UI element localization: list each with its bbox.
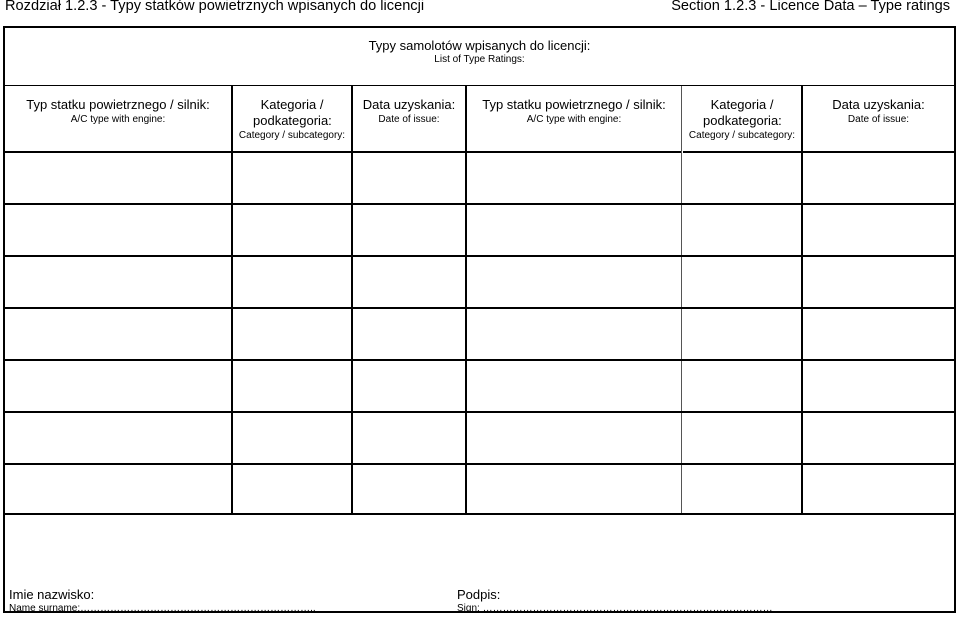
column-header-category-2	[683, 86, 801, 153]
sign-label-polish: Podpis:	[457, 587, 501, 602]
column-header-label-english: Category / subcategory:	[688, 130, 796, 141]
row-divider	[5, 359, 954, 361]
column-header-ac-type-1	[5, 86, 231, 153]
column-divider	[351, 86, 353, 513]
row-divider	[5, 255, 954, 257]
column-header-label-polish: Typ statku powietrznego / silnik:	[26, 97, 210, 112]
form-title-polish: Typy samolotów wpisanych do licencji:	[368, 38, 591, 53]
form-title-english: List of Type Ratings:	[434, 54, 525, 65]
column-header-label-polish: Typ statku powietrznego / silnik:	[482, 97, 666, 112]
sign-label-english: Sign: ……………………………………………………………………………	[457, 603, 773, 614]
row-divider	[5, 307, 954, 309]
column-header-label-english: A/C type with engine:	[526, 114, 622, 125]
column-header-label-english: Category / subcategory:	[238, 130, 346, 141]
column-header-label-english: A/C type with engine:	[70, 114, 166, 125]
form-title	[5, 28, 954, 86]
column-header-label-polish: Kategoria / podkategoria:	[253, 97, 332, 128]
sign-field[interactable]	[457, 587, 773, 615]
column-header-category-1	[233, 86, 351, 153]
row-divider	[5, 203, 954, 205]
name-field[interactable]	[9, 587, 316, 615]
column-header-label-english: Date of issue:	[847, 114, 910, 125]
column-header-ac-type-2	[467, 86, 681, 153]
type-ratings-form	[3, 26, 956, 613]
column-header-label-polish: Kategoria / podkategoria:	[703, 97, 782, 128]
column-header-label-polish: Data uzyskania:	[832, 97, 925, 112]
section-title-polish: Rozdział 1.2.3 - Typy statków powietrznych wpisanych do licencji	[5, 0, 425, 14]
column-header-date-2	[803, 86, 954, 153]
column-divider	[465, 86, 467, 513]
signature-section	[5, 513, 954, 614]
column-header-label-polish: Data uzyskania:	[362, 97, 456, 112]
section-title-english: Section 1.2.3 - Licence Data – Type ratings	[671, 0, 950, 14]
column-header-label-english: Date of issue:	[378, 114, 440, 125]
column-header-date-1	[353, 86, 465, 153]
name-label-polish: Imie nazwisko:	[9, 587, 95, 602]
column-divider	[801, 86, 803, 513]
name-label-english: Name surname:……………………………………………………………..	[9, 603, 316, 614]
column-divider	[681, 86, 682, 513]
column-divider	[231, 86, 233, 513]
row-divider	[5, 411, 954, 413]
row-divider	[5, 463, 954, 465]
